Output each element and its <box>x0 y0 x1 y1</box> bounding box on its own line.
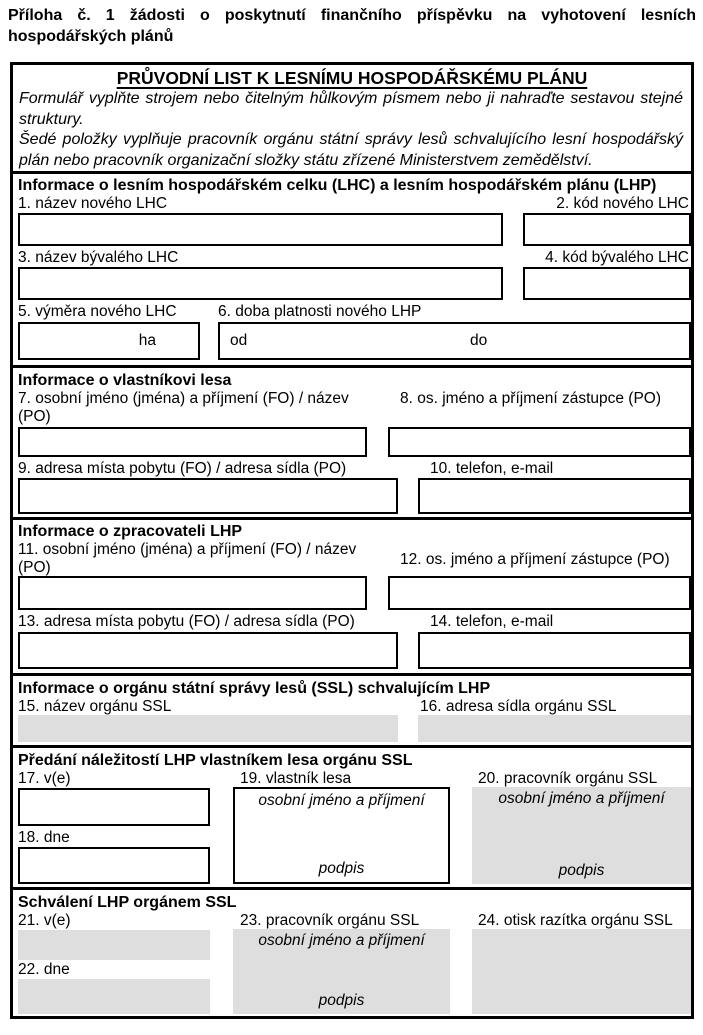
field-7-input[interactable] <box>18 427 367 457</box>
signature-hint: podpis <box>318 860 365 877</box>
field-2-input[interactable] <box>523 213 691 246</box>
form-title: PRŮVODNÍ LIST K LESNÍMU HOSPODÁŘSKÉMU PLÁNU <box>116 68 588 88</box>
valid-from-label: od <box>230 332 248 349</box>
field-17-label: 17. v(e) <box>18 770 71 787</box>
field-22-label: 22. dne <box>18 961 70 978</box>
section-authority-header: Informace o orgánu státní správy lesů (SSL) schvalujícím LHP <box>18 680 491 697</box>
section-divider <box>13 171 691 174</box>
field-9-input[interactable] <box>18 478 398 514</box>
field-17-input[interactable] <box>18 788 210 826</box>
field-10-label: 10. telefon, e-mail <box>430 460 554 477</box>
field-7-label: 7. osobní jméno (jména) a příjmení (FO) / název (PO) <box>18 390 349 425</box>
section-approval-header: Schválení LHP orgánem SSL <box>18 894 237 911</box>
field-11-label: 11. osobní jméno (jména) a příjmení (FO) / název (PO) <box>18 541 357 576</box>
valid-to-label: do <box>470 332 488 349</box>
name-hint: osobní jméno a příjmení <box>258 792 425 809</box>
signature-hint: podpis <box>558 862 605 879</box>
field-6-label: 6. doba platnosti nového LHP <box>218 303 422 320</box>
section-divider <box>13 517 691 520</box>
field-3-label: 3. název bývalého LHC <box>18 249 179 266</box>
field-1-label: 1. název nového LHC <box>18 195 168 212</box>
field-12-input[interactable] <box>388 576 691 610</box>
field-4-label: 4. kód bývalého LHC <box>545 249 689 266</box>
field-21-input[interactable] <box>18 930 210 960</box>
section-divider <box>13 745 691 748</box>
field-1-input[interactable] <box>18 213 503 246</box>
field-11-input[interactable] <box>18 576 367 610</box>
name-hint: osobní jméno a příjmení <box>258 932 425 949</box>
attachment-note-line2: hospodářských plánů <box>8 28 174 45</box>
field-14-input[interactable] <box>418 632 691 669</box>
instruction-1: Formulář vyplňte strojem nebo čitelným hůlkovým písmem nebo ji nahraďte sestavou stejné struktury. <box>19 90 683 128</box>
field-18-label: 18. dne <box>18 829 70 846</box>
field-13-label: 13. adresa místa pobytu (FO) / adresa sídla (PO) <box>18 613 355 630</box>
form <box>10 62 694 1019</box>
field-19-label: 19. vlastník lesa <box>240 770 352 787</box>
field-24-label: 24. otisk razítka orgánu SSL <box>478 912 673 929</box>
field-4-input[interactable] <box>523 267 691 300</box>
field-21-label: 21. v(e) <box>18 912 71 929</box>
section-divider <box>13 673 691 676</box>
field-10-input[interactable] <box>418 478 691 514</box>
section-owner-header: Informace o vlastníkovi lesa <box>18 372 232 389</box>
name-hint: osobní jméno a příjmení <box>498 790 665 807</box>
field-12-label: 12. os. jméno a příjmení zástupce (PO) <box>400 551 670 568</box>
field-6-input[interactable] <box>218 322 691 360</box>
unit-ha-label: ha <box>138 332 156 349</box>
field-16-input[interactable] <box>418 715 691 742</box>
field-24-stamp-box[interactable] <box>472 929 691 1014</box>
instruction-2: Šedé položky vyplňuje pracovník orgánu státní správy lesů schvalujícího lesní hospodářský plán nebo pracovník organizační složky státu zřízené Ministerstvem zemědělství. <box>19 131 683 169</box>
field-20-signature-box[interactable] <box>472 787 691 884</box>
field-8-label: 8. os. jméno a příjmení zástupce (PO) <box>400 390 662 407</box>
field-14-label: 14. telefon, e-mail <box>430 613 554 630</box>
field-18-input[interactable] <box>18 847 210 884</box>
field-2-label: 2. kód nového LHC <box>556 195 689 212</box>
attachment-note-line1: Příloha č. 1 žádosti o poskytnutí finančního příspěvku na vyhotovení lesních <box>8 7 696 24</box>
field-23-signature-box[interactable] <box>233 929 450 1014</box>
field-9-label: 9. adresa místa pobytu (FO) / adresa sídla (PO) <box>18 460 347 477</box>
section-divider <box>13 887 691 890</box>
attachment-note <box>8 5 696 47</box>
section-compiler-header: Informace o zpracovateli LHP <box>18 523 243 540</box>
field-3-input[interactable] <box>18 267 503 300</box>
field-19-signature-box[interactable] <box>233 787 450 884</box>
field-13-input[interactable] <box>18 632 398 669</box>
field-8-input[interactable] <box>388 427 691 457</box>
signature-hint: podpis <box>318 992 365 1009</box>
field-16-label: 16. adresa sídla orgánu SSL <box>420 698 617 715</box>
field-20-label: 20. pracovník orgánu SSL <box>478 770 658 787</box>
section-handover-header: Předání náležitostí LHP vlastníkem lesa orgánu SSL <box>18 752 413 769</box>
field-22-input[interactable] <box>18 979 210 1014</box>
section-lhc-header: Informace o lesním hospodářském celku (LHC) a lesním hospodářském plánu (LHP) <box>18 177 657 194</box>
field-15-input[interactable] <box>18 715 398 742</box>
field-5-input[interactable] <box>18 322 200 360</box>
field-23-label: 23. pracovník orgánu SSL <box>240 912 420 929</box>
field-15-label: 15. název orgánu SSL <box>18 698 172 715</box>
field-5-label: 5. výměra nového LHC <box>18 303 177 320</box>
section-divider <box>13 365 691 368</box>
